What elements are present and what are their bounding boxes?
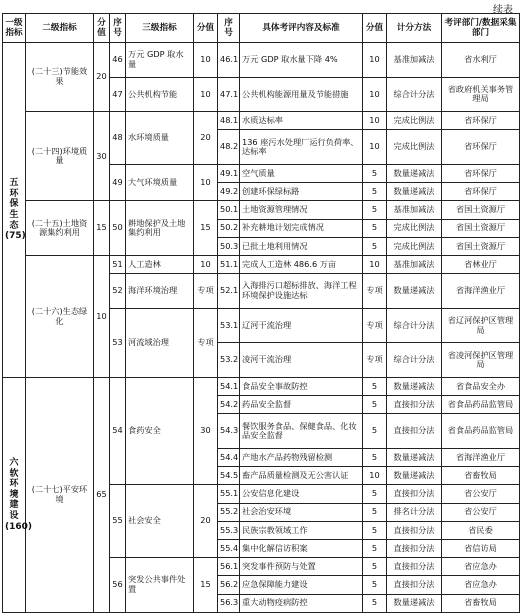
row-content: 产地水产品药物残留检测	[240, 449, 363, 467]
level2-score: 10	[94, 256, 110, 378]
row-score: 5	[363, 396, 387, 414]
row-score: 5	[363, 594, 387, 612]
row-score: 10	[363, 256, 387, 274]
row-no: 56.1	[218, 558, 240, 576]
level3-seq: 49	[110, 165, 126, 201]
row-method: 直接扣分法	[387, 558, 442, 576]
row-content: 辽河干流治理	[240, 308, 363, 343]
row-method: 直接扣分法	[387, 540, 442, 558]
row-content: 空气质量	[240, 165, 363, 183]
level3-score: 10	[194, 43, 218, 78]
row-content: 集中化解信访积案	[240, 540, 363, 558]
level3-seq: 54	[110, 378, 126, 485]
row-dept: 省应急办	[442, 576, 520, 594]
level3-score: 20	[194, 112, 218, 165]
row-method: 直接扣分法	[387, 414, 442, 449]
level2-name: (二十五)土地资源集约利用	[26, 201, 94, 256]
row-dept: 省民委	[442, 521, 520, 539]
table-row	[3, 112, 520, 130]
row-dept: 省海洋渔业厅	[442, 274, 520, 309]
row-score: 10	[363, 467, 387, 485]
row-no: 55.3	[218, 521, 240, 539]
row-method: 直接扣分法	[387, 396, 442, 414]
header-score4: 分值	[363, 14, 387, 43]
level3-seq: 48	[110, 112, 126, 165]
row-no: 50.3	[218, 237, 240, 255]
row-no: 55.1	[218, 485, 240, 503]
level3-seq: 51	[110, 256, 126, 274]
row-dept: 省环保厅	[442, 183, 520, 201]
row-dept: 省公安厅	[442, 503, 520, 521]
row-dept: 省环保厅	[442, 165, 520, 183]
table-row	[3, 256, 520, 274]
row-no: 48.2	[218, 130, 240, 165]
row-score: 专项	[363, 274, 387, 309]
row-method: 数量递减法	[387, 274, 442, 309]
row-score: 5	[363, 219, 387, 237]
row-no: 54.5	[218, 467, 240, 485]
row-content: 畜产品质量检测及无公害认证	[240, 467, 363, 485]
row-content: 136 座污水处理厂运行负荷率、达标率	[240, 130, 363, 165]
row-score: 5	[363, 540, 387, 558]
row-content: 餐饮服务食品、保健食品、化妆品安全监督	[240, 414, 363, 449]
row-dept: 省海洋渔业厅	[442, 449, 520, 467]
row-score: 5	[363, 521, 387, 539]
row-method: 直接扣分法	[387, 521, 442, 539]
row-score: 5	[363, 414, 387, 449]
level3-name: 河流域治理	[126, 308, 194, 377]
level3-score: 30	[194, 378, 218, 485]
row-method: 数量递减法	[387, 449, 442, 467]
row-dept: 省畜牧局	[442, 594, 520, 612]
level3-score: 专项	[194, 274, 218, 309]
level3-name: 海洋环境治理	[126, 274, 194, 309]
row-no: 56.3	[218, 594, 240, 612]
row-method: 直接扣分法	[387, 485, 442, 503]
row-method: 基准加减法	[387, 256, 442, 274]
row-dept: 省食品药品监管局	[442, 396, 520, 414]
row-no: 55.2	[218, 503, 240, 521]
row-method: 综合计分法	[387, 308, 442, 343]
row-method: 基准加减法	[387, 43, 442, 78]
row-method: 直接扣分法	[387, 576, 442, 594]
row-score: 10	[363, 77, 387, 112]
row-method: 排名计分法	[387, 503, 442, 521]
level3-score: 专项	[194, 308, 218, 377]
row-method: 综合计分法	[387, 77, 442, 112]
row-method: 数量递减法	[387, 378, 442, 396]
header-content: 具体考评内容及标准	[240, 14, 363, 43]
row-score: 5	[363, 558, 387, 576]
continued-label: 续表	[493, 5, 513, 16]
row-dept: 省政府机关事务管理局	[442, 77, 520, 112]
table-header-row	[3, 14, 520, 43]
row-method: 完成比例法	[387, 237, 442, 255]
row-content: 食品安全事故防控	[240, 378, 363, 396]
row-content: 水质达标率	[240, 112, 363, 130]
row-content: 入海排污口超标排放、海洋工程环境保护设施达标	[240, 274, 363, 309]
row-content: 突发事件预防与处置	[240, 558, 363, 576]
row-score: 5	[363, 201, 387, 219]
row-content: 万元 GDP 取水量下降 4%	[240, 43, 363, 78]
row-method: 数量递减法	[387, 467, 442, 485]
row-no: 54.2	[218, 396, 240, 414]
level3-score: 15	[194, 558, 218, 613]
level3-score: 15	[194, 201, 218, 256]
row-dept: 省国土资源厅	[442, 201, 520, 219]
row-content: 已批土地利用情况	[240, 237, 363, 255]
table-row	[3, 201, 520, 219]
level1-environment: 五 环 保 生 态 (75)	[3, 43, 26, 378]
row-no: 47.1	[218, 77, 240, 112]
row-content: 药品安全监督	[240, 396, 363, 414]
row-method: 数量递减法	[387, 183, 442, 201]
row-method: 综合计分法	[387, 343, 442, 378]
row-method: 完成比例法	[387, 112, 442, 130]
level3-name: 耕地保护及土地集约利用	[126, 201, 194, 256]
row-content: 创建环保绿标路	[240, 183, 363, 201]
row-no: 52.1	[218, 274, 240, 309]
row-dept: 省应急办	[442, 558, 520, 576]
row-no: 49.1	[218, 165, 240, 183]
level3-name: 食药安全	[126, 378, 194, 485]
row-no: 56.2	[218, 576, 240, 594]
row-score: 10	[363, 43, 387, 78]
row-dept: 省信访局	[442, 540, 520, 558]
level3-name: 公共机构节能	[126, 77, 194, 112]
row-no: 48.1	[218, 112, 240, 130]
row-content: 土地资源管理情况	[240, 201, 363, 219]
header-score3: 分值	[194, 14, 218, 43]
row-content: 民族宗教领域工作	[240, 521, 363, 539]
level3-seq: 50	[110, 201, 126, 256]
level3-name: 突发公共事件处置	[126, 558, 194, 613]
level2-score: 20	[94, 43, 110, 112]
row-content: 应急保障能力建设	[240, 576, 363, 594]
row-dept: 省环保厅	[442, 130, 520, 165]
row-score: 专项	[363, 308, 387, 343]
row-method: 完成比例法	[387, 130, 442, 165]
evaluation-table	[2, 13, 520, 613]
row-content: 公共机构能源用量及节能措施	[240, 77, 363, 112]
level3-seq: 47	[110, 77, 126, 112]
level3-score: 10	[194, 165, 218, 201]
row-dept: 省凌河保护区管理局	[442, 343, 520, 378]
row-dept: 省公安厅	[442, 485, 520, 503]
row-dept: 省国土资源厅	[442, 237, 520, 255]
level1-soft-environment: 六 软 环 境 建 设 (160)	[3, 378, 26, 613]
level3-name: 社会安全	[126, 485, 194, 558]
row-content: 社会治安环境	[240, 503, 363, 521]
row-content: 完成人工造林 486.6 万亩	[240, 256, 363, 274]
row-score: 5	[363, 237, 387, 255]
row-score: 5	[363, 503, 387, 521]
row-content: 补充耕地计划完成情况	[240, 219, 363, 237]
header-method: 计分方法	[387, 14, 442, 43]
row-no: 46.1	[218, 43, 240, 78]
level3-seq: 55	[110, 485, 126, 558]
table-row	[3, 43, 520, 78]
row-method: 数量递减法	[387, 165, 442, 183]
row-content: 公安信息化建设	[240, 485, 363, 503]
level3-seq: 56	[110, 558, 126, 613]
header-score: 分值	[94, 14, 110, 43]
row-dept: 省辽河保护区管理局	[442, 308, 520, 343]
row-no: 54.1	[218, 378, 240, 396]
level2-name: (二十六)生态绿化	[26, 256, 94, 378]
row-no: 55.4	[218, 540, 240, 558]
row-no: 50.2	[218, 219, 240, 237]
level3-name: 人工造林	[126, 256, 194, 274]
row-no: 53.1	[218, 308, 240, 343]
row-score: 5	[363, 378, 387, 396]
level3-score: 10	[194, 256, 218, 274]
row-no: 54.3	[218, 414, 240, 449]
table-row	[3, 378, 520, 396]
row-score: 专项	[363, 343, 387, 378]
header-dept: 考评部门/数据采集部门	[442, 14, 520, 43]
row-content: 凌河干流治理	[240, 343, 363, 378]
row-score: 5	[363, 183, 387, 201]
row-dept: 省水利厅	[442, 43, 520, 78]
row-score: 5	[363, 485, 387, 503]
row-dept: 省食品药品监管局	[442, 414, 520, 449]
level3-name: 大气环境质量	[126, 165, 194, 201]
row-no: 53.2	[218, 343, 240, 378]
level2-name: (二十七)平安环境	[26, 378, 94, 613]
row-no: 49.2	[218, 183, 240, 201]
row-dept: 省食品安全办	[442, 378, 520, 396]
row-dept: 省畜牧局	[442, 467, 520, 485]
level3-score: 10	[194, 77, 218, 112]
row-score: 10	[363, 112, 387, 130]
level3-seq: 53	[110, 308, 126, 377]
level3-score: 20	[194, 485, 218, 558]
row-no: 50.1	[218, 201, 240, 219]
header-level3: 三级指标	[126, 14, 194, 43]
level3-seq: 46	[110, 43, 126, 78]
level3-name: 万元 GDP 取水量	[126, 43, 194, 78]
header-seq2: 序号	[218, 14, 240, 43]
row-score: 5	[363, 576, 387, 594]
level2-name: (二十四)环境质量	[26, 112, 94, 201]
level3-seq: 52	[110, 274, 126, 309]
row-content: 重大动物疫病防控	[240, 594, 363, 612]
row-dept: 省林业厅	[442, 256, 520, 274]
row-score: 10	[363, 130, 387, 165]
row-no: 51.1	[218, 256, 240, 274]
row-score: 5	[363, 449, 387, 467]
header-level2: 二级指标	[26, 14, 94, 43]
row-score: 5	[363, 165, 387, 183]
row-dept: 省环保厅	[442, 112, 520, 130]
level2-score: 30	[94, 112, 110, 201]
header-seq: 序号	[110, 14, 126, 43]
level2-name: (二十三)节能效果	[26, 43, 94, 112]
row-method: 完成比例法	[387, 219, 442, 237]
level3-name: 水环境质量	[126, 112, 194, 165]
row-method: 基准加减法	[387, 201, 442, 219]
level2-score: 15	[94, 201, 110, 256]
level2-score: 65	[94, 378, 110, 613]
row-dept: 省国土资源厅	[442, 219, 520, 237]
row-no: 54.4	[218, 449, 240, 467]
row-method: 数量递减法	[387, 594, 442, 612]
header-level1: 一级指标	[3, 14, 26, 43]
